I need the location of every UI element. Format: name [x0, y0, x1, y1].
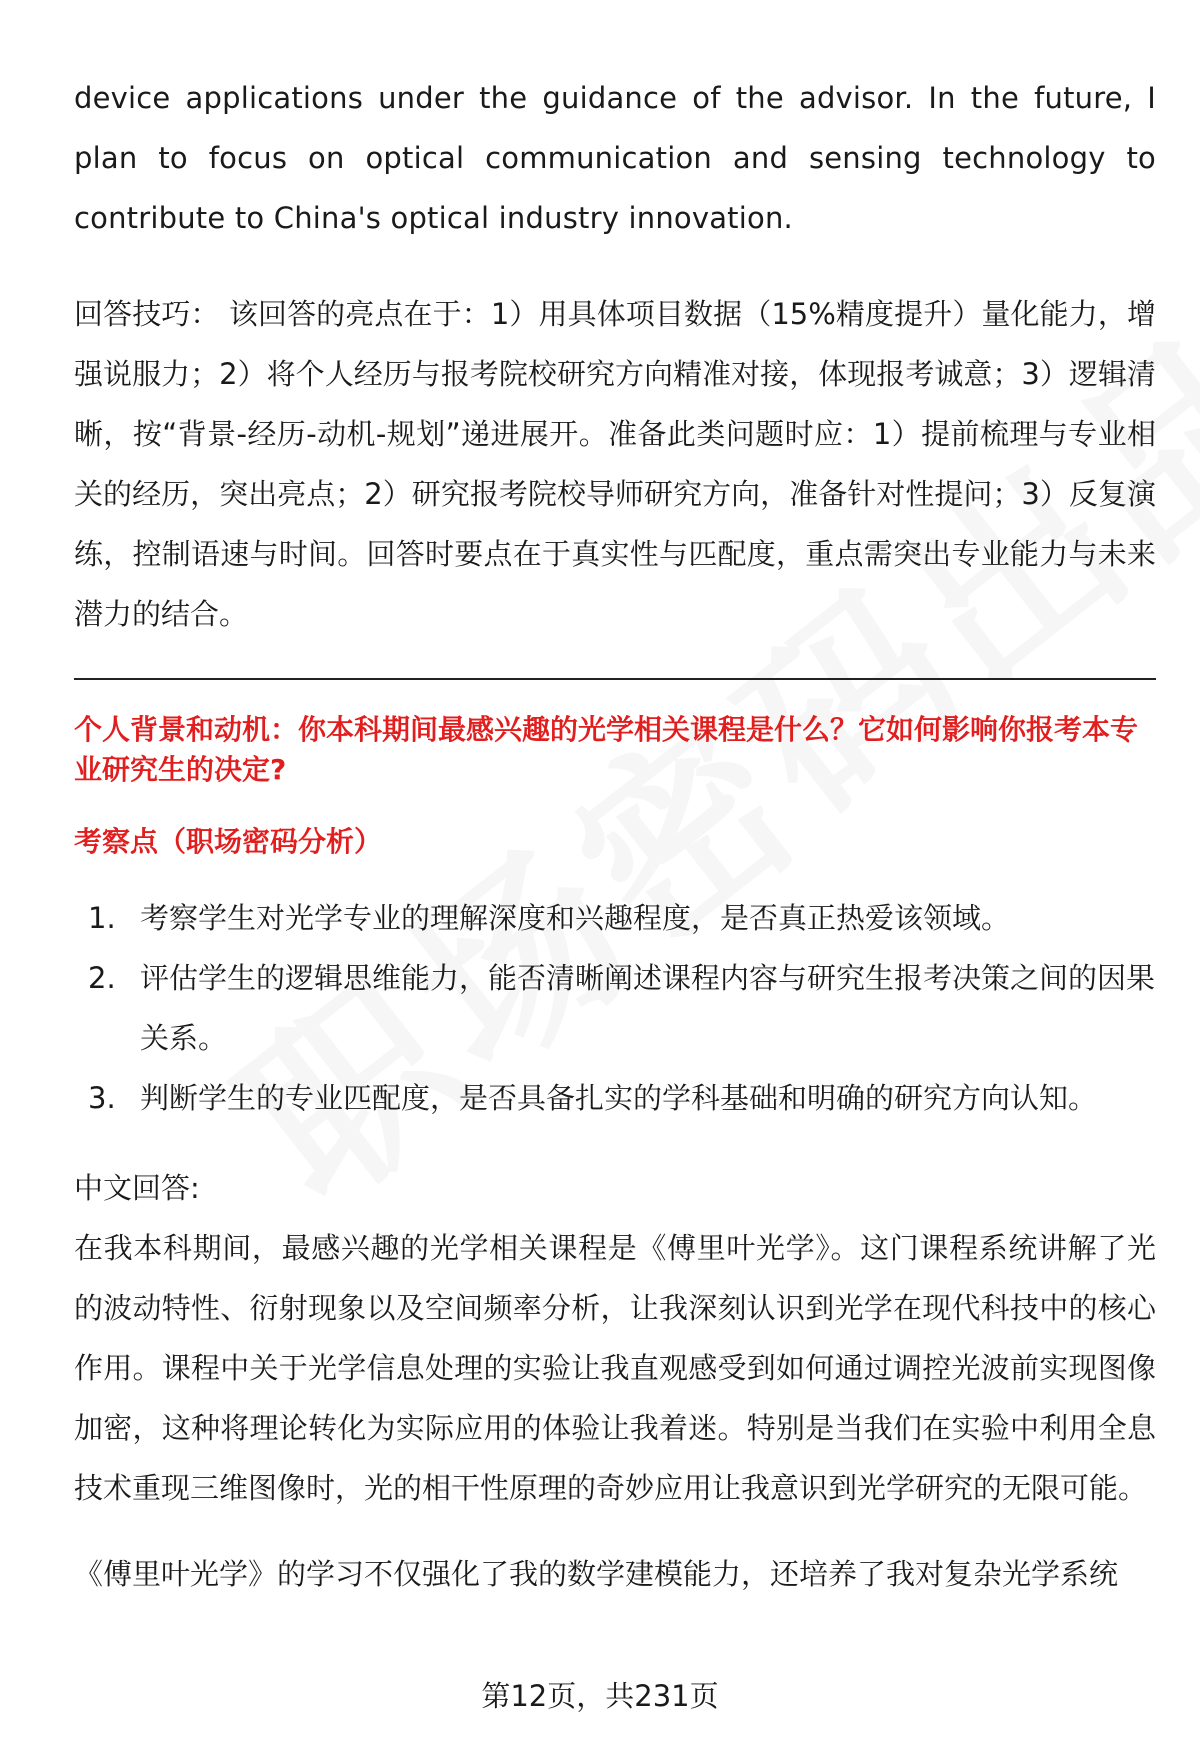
answer-tips-paragraph: 回答技巧： 该回答的亮点在于：1）用具体项目数据（15%精度提升）量化能力，增强说服力；2）将个人经历与报考院校研究方向精准对接，体现报考诚意；3）逻辑清晰，按“背景-经历-动机-规划”递进展开。准备此类问题时应：1）提前梳理与专业相关的经历，突出亮点；2）研究报考院校导师研究方向，准备针对性提问；3）反复演练，控制语速与时间。回答时要点在于真实性与匹配度，重点需突出专业能力与未来潜力的结合。 — [74, 297, 1156, 631]
list-item — [74, 948, 1156, 1068]
question-heading: 个人背景和动机：你本科期间最感兴趣的光学相关课程是什么？它如何影响你报考本专业研究生的决定? — [74, 713, 1139, 786]
list-item-text: 判断学生的专业匹配度，是否具备扎实的学科基础和明确的研究方向认知。 — [140, 1081, 1098, 1115]
list-item-text: 考察学生对光学专业的理解深度和兴趣程度，是否真正热爱该领域。 — [140, 901, 1011, 935]
document-page — [74, 68, 1156, 1604]
chinese-answer-paragraph-2: 《傅里叶光学》的学习不仅强化了我的数学建模能力，还培养了我对复杂光学系统 — [74, 1557, 1119, 1591]
assessment-points-list — [74, 888, 1156, 1128]
section-divider — [74, 678, 1156, 680]
list-item — [74, 1068, 1156, 1128]
intro-english-paragraph: device applications under the guidance of the advisor. In the future, I plan to focus on optical communication and sensing technology to contribute to China's optical industry innovation. — [74, 81, 1156, 235]
list-item-number: 3. — [88, 1081, 116, 1115]
list-item-number: 2. — [88, 961, 116, 995]
list-item-text: 评估学生的逻辑思维能力，能否清晰阐述课程内容与研究生报考决策之间的因果关系。 — [140, 961, 1156, 1055]
list-item — [74, 888, 1156, 948]
chinese-answer-label: 中文回答: — [74, 1171, 200, 1205]
page-number-footer: 第12页，共231页 — [481, 1679, 719, 1713]
list-item-number: 1. — [88, 901, 116, 935]
assessment-heading: 考察点（职场密码分析） — [74, 825, 383, 858]
chinese-answer-paragraph-1: 在我本科期间，最感兴趣的光学相关课程是《傅里叶光学》。这门课程系统讲解了光的波动特性、衍射现象以及空间频率分析，让我深刻认识到光学在现代科技中的核心作用。课程中关于光学信息处理的实验让我直观感受到如何通过调控光波前实现图像加密，这种将理论转化为实际应用的体验让我着迷。特别是当我们在实验中利用全息技术重现三维图像时，光的相干性原理的奇妙应用让我意识到光学研究的无限可能。 — [74, 1231, 1156, 1505]
